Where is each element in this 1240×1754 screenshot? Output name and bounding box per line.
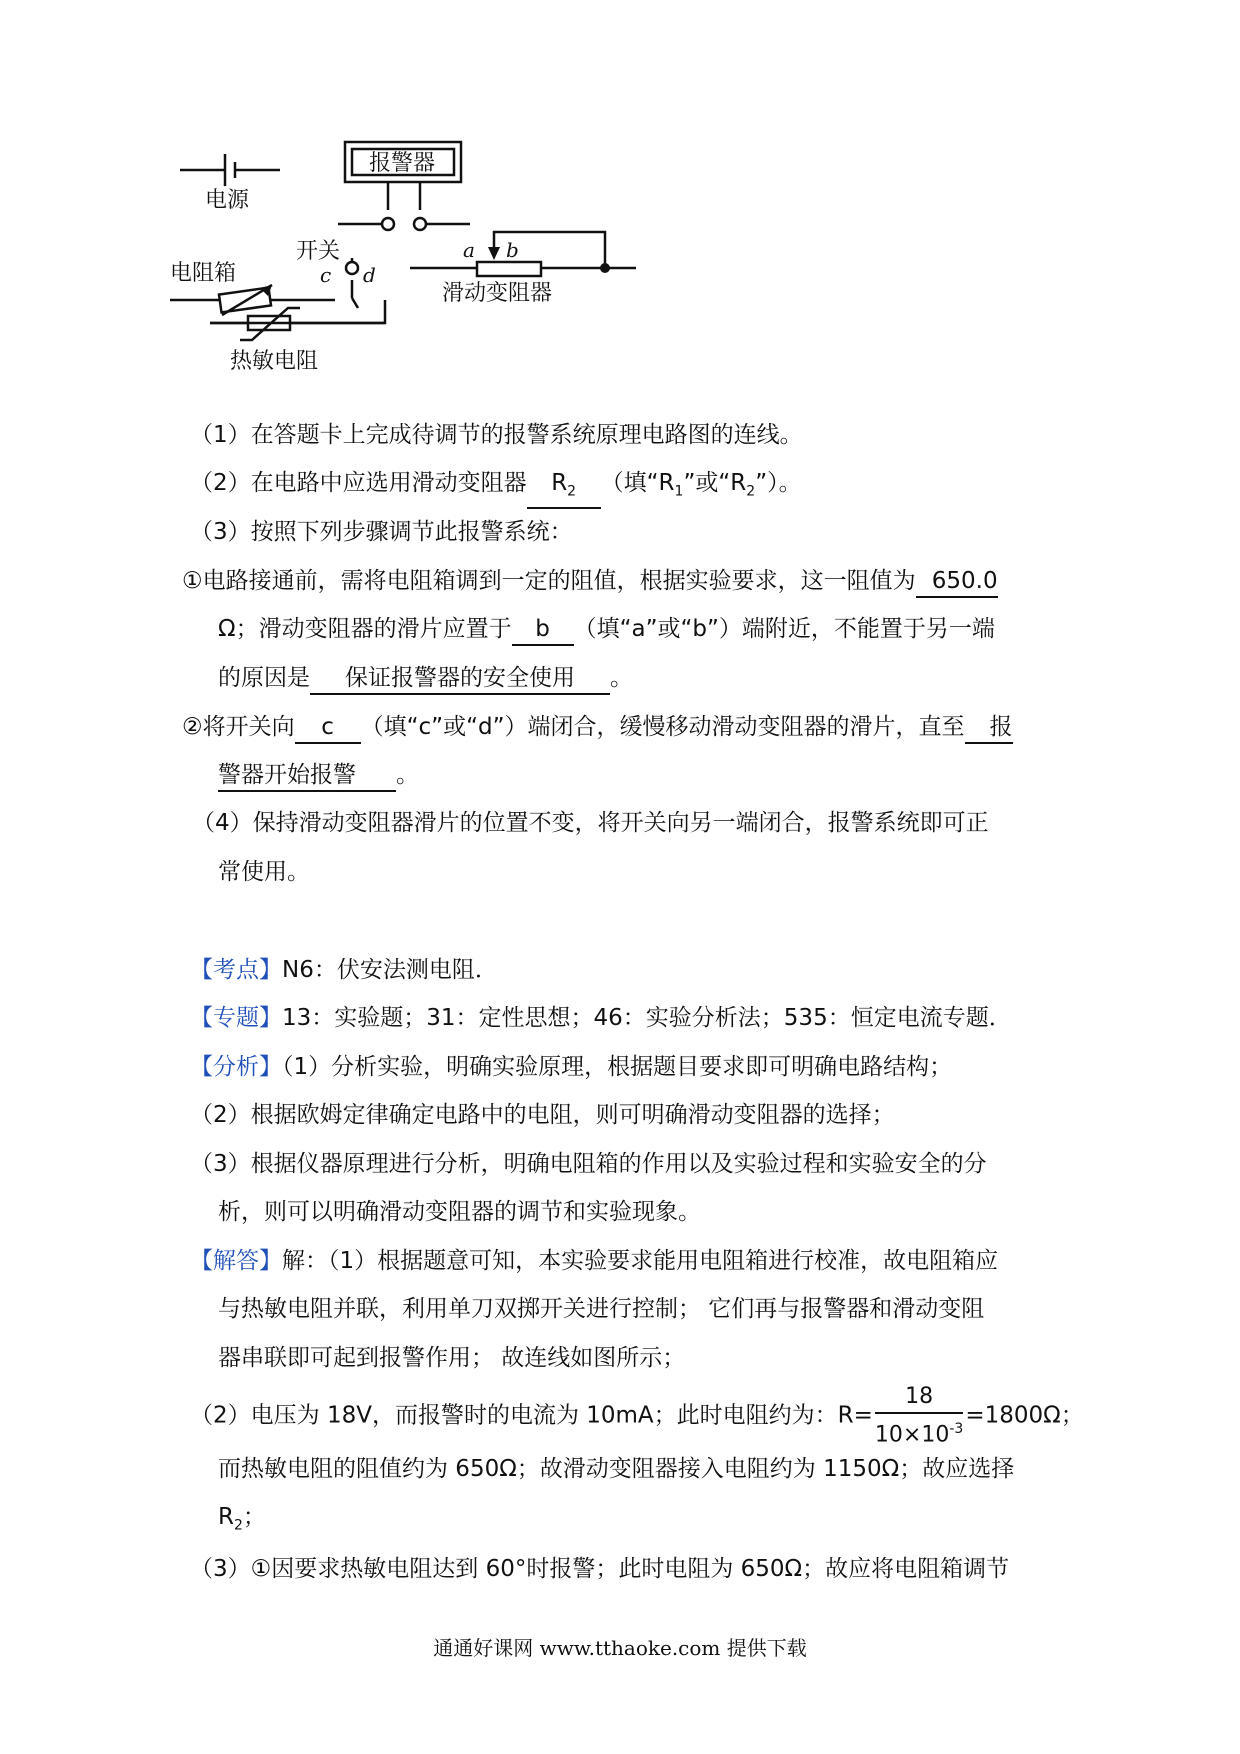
step-1-line-2: Ω；滑动变阻器的滑片应置于 b （填“a”或“b”）端附近，不能置于另一端 — [218, 612, 1098, 646]
resistance-fraction — [875, 1384, 963, 1448]
rheostat-label: 滑动变阻器 — [442, 281, 553, 306]
jieda-line-1: 【解答】解：（1）根据题意可知，本实验要求能用电阻箱进行校准，故电阻箱应 — [190, 1248, 999, 1274]
s1-answer: 650.0 — [916, 566, 998, 598]
question-2: （2）在电路中应选用滑动变阻器 $R_2$ （填“$R_1$”或“$R_2$”）。 — [190, 466, 1070, 509]
jieda-line-5: 而热敏电阻的阻值约为 650Ω；故滑动变阻器接入电阻约为 1150Ω；故应选择 — [218, 1456, 1015, 1482]
power-label: 电源 — [205, 188, 250, 213]
terminal-a-label: a — [463, 238, 475, 262]
s2-answer: c — [295, 712, 361, 744]
s2-answer-2a: 报 — [965, 712, 1013, 744]
resistor-box-label: 电阻箱 — [170, 261, 237, 286]
question-3: （3）按照下列步骤调节此报警系统： — [190, 519, 573, 545]
fraction-numerator: 18 — [875, 1384, 963, 1414]
step-1-line-3: 的原因是 保证报警器的安全使用 。 — [218, 661, 1098, 695]
s1c-answer: 保证报警器的安全使用 — [310, 663, 610, 695]
step-1-line-1: ①电路接通前，需将电阻箱调到一定的阻值，根据实验要求，这一阻值为 650.0 — [182, 564, 1062, 598]
switch-label: 开关 — [296, 239, 341, 264]
jieda-line-4: （2）电压为 18V，而报警时的电流为 10mA；此时电阻约为：R= $\frac{18}{10\times 10^{-3}}$ =1800Ω； — [190, 1384, 1084, 1448]
question-4-line-1: （4）保持滑动变阻器滑片的位置不变，将开关向另一端闭合，报警系统即可正 — [192, 810, 989, 836]
q2-answer: $R_2$ — [527, 468, 601, 509]
fenxi-line-2: （2）根据欧姆定律确定电路中的电阻，则可明确滑动变阻器的选择； — [190, 1102, 895, 1128]
alarm-label: 报警器 — [369, 151, 436, 176]
thermistor-label: 热敏电阻 — [230, 349, 319, 374]
fenxi-line-4: 析，则可以明确滑动变阻器的调节和实验现象。 — [218, 1199, 701, 1225]
kaodian-line: 【考点】N6：伏安法测电阻． — [190, 957, 498, 983]
kaodian-tag: 【考点】 — [190, 957, 282, 983]
question-1: （1）在答题卡上完成待调节的报警系统原理电路图的连线。 — [190, 422, 803, 448]
fenxi-line-1: 【分析】（1）分析实验，明确实验原理，根据题目要求即可明确电路结构； — [190, 1054, 953, 1080]
s2b-answer: 警器开始报警 — [218, 760, 396, 792]
zhuanti-tag: 【专题】 — [190, 1005, 282, 1031]
zhuanti-line: 【专题】13：实验题；31：定性思想；46：实验分析法；535：恒定电流专题． — [190, 1005, 1012, 1031]
step-2-line-1: ②将开关向 c （填“c”或“d”）端闭合，缓慢移动滑动变阻器的滑片，直至 报 — [182, 710, 1062, 744]
fenxi-tag: 【分析】 — [190, 1054, 282, 1080]
jieda-line-3: 器串联即可起到报警作用； 故连线如图所示； — [218, 1345, 686, 1371]
step-2-line-2: 警器开始报警 。 — [218, 758, 1098, 792]
jieda-line-2: 与热敏电阻并联，利用单刀双掷开关进行控制； 它们再与报警器和滑动变阻 — [218, 1296, 985, 1322]
jieda-line-7: （3）①因要求热敏电阻达到 60°时报警；此时电阻为 650Ω；故应将电阻箱调节 — [190, 1556, 1010, 1582]
jieda-line-6: $R_2$； — [218, 1504, 266, 1534]
circuit-diagram — [170, 140, 660, 410]
question-4-line-2: 常使用。 — [218, 859, 310, 885]
q2-text: （2）在电路中应选用滑动变阻器 — [190, 470, 527, 496]
terminal-c-label: c — [320, 263, 332, 287]
s1b-answer: b — [512, 614, 574, 646]
jieda-tag: 【解答】 — [190, 1248, 282, 1274]
fraction-denominator: $10\times 10^{-3}$ — [874, 1421, 964, 1448]
page-footer: 通通好课网 www.tthaoke.com 提供下载 — [433, 1636, 807, 1660]
fenxi-line-3: （3）根据仪器原理进行分析，明确电阻箱的作用以及实验过程和实验安全的分 — [190, 1151, 987, 1177]
terminal-d-label: d — [363, 263, 376, 287]
terminal-b-label: b — [506, 238, 519, 262]
